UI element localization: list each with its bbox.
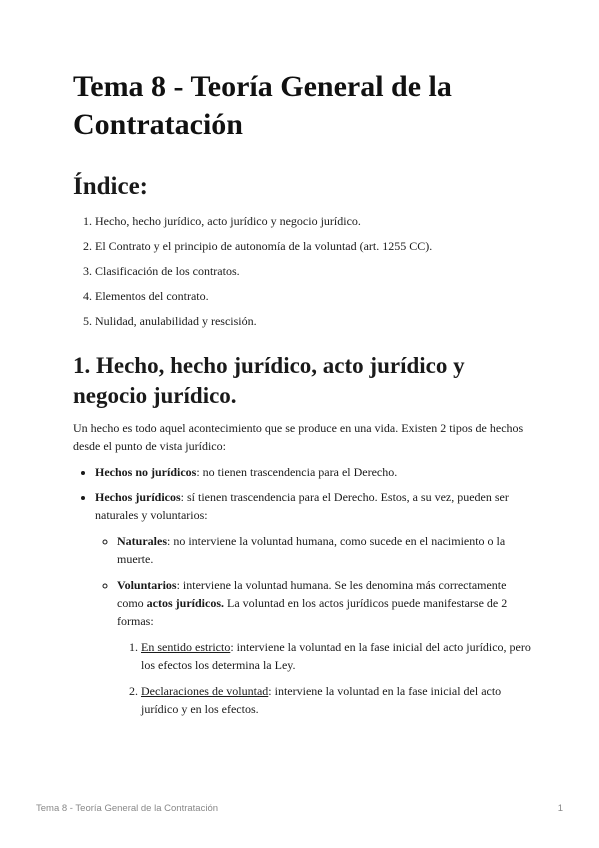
- list-item: [117, 532, 533, 568]
- term-underlined: En sentido estricto: [141, 640, 231, 654]
- index-item: 4. Elementos del contrato.: [95, 289, 533, 304]
- term-description: La voluntad en los actos jurídicos puede manifestarse de 2 formas:: [117, 596, 508, 628]
- legal-facts-sublist: [95, 532, 533, 718]
- term-description: : no interviene la voluntad humana, como sucede en el nacimiento o la muerte.: [117, 534, 506, 566]
- forms-list: [117, 638, 533, 718]
- list-item: [95, 488, 533, 718]
- term-description: : interviene la voluntad en la fase inicial del acto jurídico, pero los efectos los determina la Ley.: [141, 640, 531, 672]
- list-item: [141, 682, 533, 718]
- section-heading: 1. Hecho, hecho jurídico, acto jurídico y negocio jurídico.: [73, 353, 465, 408]
- index-item: 3. Clasificación de los contratos.: [95, 264, 533, 279]
- list-item: [117, 576, 533, 718]
- document-page: [73, 68, 533, 726]
- fact-types-list: [73, 463, 533, 718]
- page-number: 1: [557, 803, 563, 814]
- term-bold: Naturales: [117, 534, 167, 548]
- term-bold: Voluntarios: [117, 578, 177, 592]
- term-bold: Hechos no jurídicos: [95, 465, 197, 479]
- index-list: [73, 214, 533, 329]
- term-description: : interviene la voluntad en la fase inicial del acto jurídico y en los efectos.: [141, 684, 502, 716]
- term-bold: Hechos jurídicos: [95, 490, 181, 504]
- term-description: : no tienen trascendencia para el Derecho.: [196, 465, 398, 479]
- term-description: : sí tienen trascendencia para el Derecho. Estos, a su vez, pueden ser naturales y voluntarios:: [95, 490, 509, 522]
- section-intro: Un hecho es todo aquel acontecimiento que se produce en una vida. Existen 2 tipos de hechos desde el punto de vista jurídico:: [73, 421, 524, 453]
- list-item: [141, 638, 533, 674]
- term-underlined: Declaraciones de voluntad: [141, 684, 269, 698]
- index-heading: Índice:: [73, 173, 148, 200]
- index-item: 2. El Contrato y el principio de autonomía de la voluntad (art. 1255 CC).: [95, 239, 533, 254]
- index-item: 1. Hecho, hecho jurídico, acto jurídico y negocio jurídico.: [95, 214, 533, 229]
- page-footer: [36, 803, 563, 814]
- document-title: Tema 8 - Teoría General de la Contratación: [73, 70, 452, 141]
- term-bold: actos jurídicos.: [146, 596, 224, 610]
- footer-title: Tema 8 - Teoría General de la Contratación: [36, 803, 219, 814]
- term-description: : interviene la voluntad humana. Se les denomina más correctamente como: [117, 578, 507, 610]
- list-item: [95, 463, 533, 481]
- index-item: 5. Nulidad, anulabilidad y rescisión.: [95, 314, 533, 329]
